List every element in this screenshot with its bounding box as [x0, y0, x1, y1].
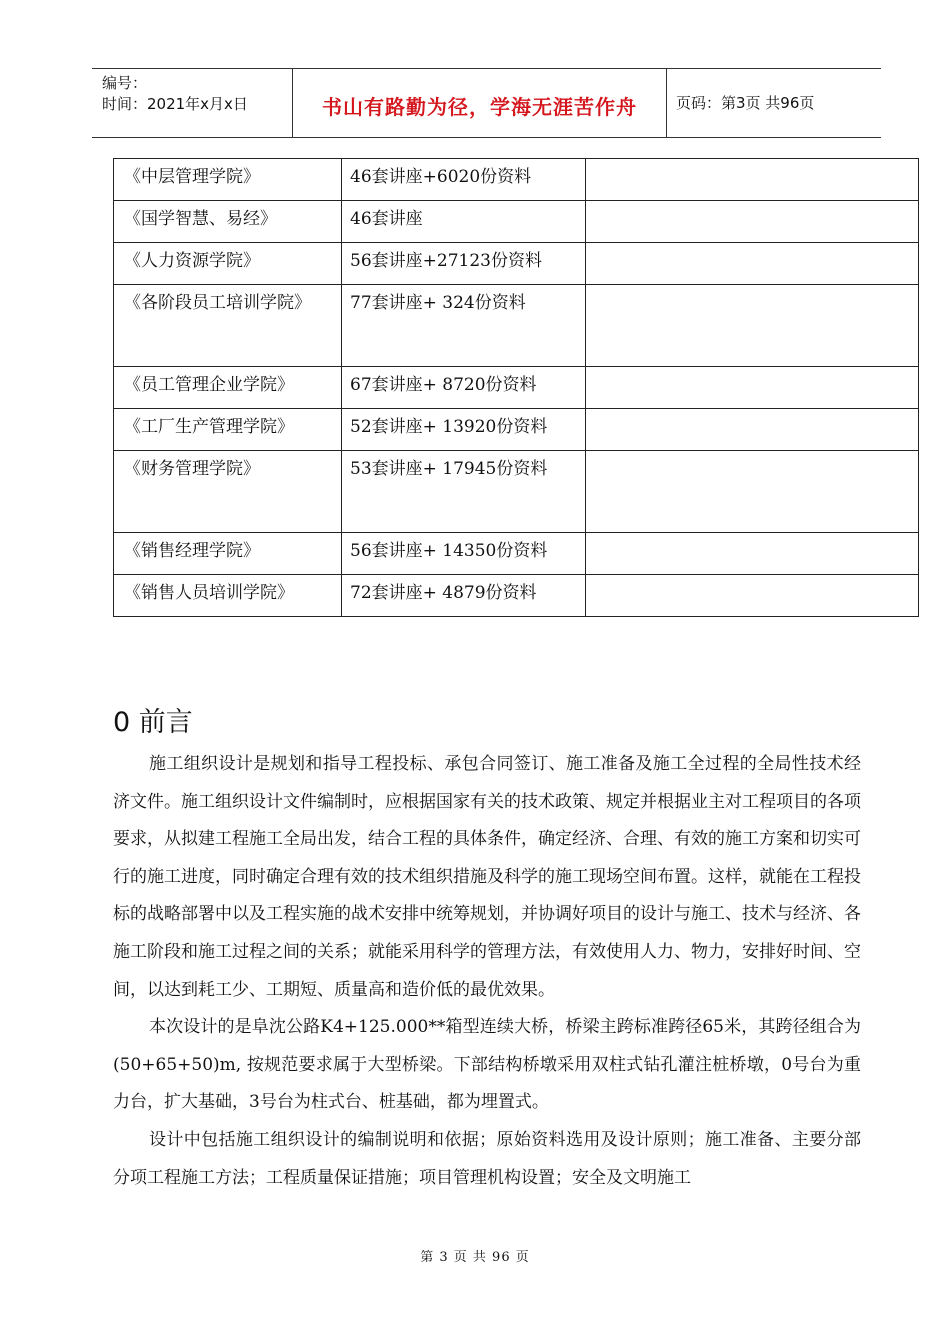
paragraph: 施工组织设计是规划和指导工程投标、承包合同签订、施工准备及施工全过程的全局性技术经济文件。施工组织设计文件编制时，应根据国家有关的技术政策、规定并根据业主对工程项目的各项要求，从拟建工程施工全局出发，结合工程的具体条件，确定经济、合理、有效的施工方案和切实可行的施工进度，同时确定合理有效的技术组织措施及科学的施工现场空间布置。这样，就能在工程投标的战略部署中以及工程实施的战术安排中统筹规划，并协调好项目的设计与施工、技术与经济、各施工阶段和施工过程之间的关系；就能采用科学的管理方法，有效使用人力、物力，安排好时间、空间，以达到耗工少、工期短、质量高和造价低的最优效果。 — [113, 754, 861, 1000]
code-label: 编号： — [102, 74, 148, 92]
table-cell-content: 46套讲座+6020份资料 — [342, 159, 586, 201]
table-cell-name: 《财务管理学院》 — [114, 451, 342, 533]
table-cell-name: 《各阶段员工培训学院》 — [114, 285, 342, 367]
table-cell-empty — [586, 451, 919, 533]
table-row — [114, 409, 919, 451]
time-label: 时间：2021年x月x日 — [102, 95, 248, 113]
table-cell-content: 67套讲座+ 8720份资料 — [342, 367, 586, 409]
table-cell-empty — [586, 243, 919, 285]
paragraph: 设计中包括施工组织设计的编制说明和依据；原始资料选用及设计原则；施工准备、主要分部分项工程施工方法；工程质量保证措施；项目管理机构设置；安全及文明施工 — [113, 1129, 861, 1188]
page-footer: 第 3 页 共 96 页 — [420, 1250, 530, 1265]
table-cell-name: 《人力资源学院》 — [114, 243, 342, 285]
table-row — [114, 159, 919, 201]
section-heading: 0 前言 — [113, 707, 193, 738]
table-cell-content: 56套讲座+27123份资料 — [342, 243, 586, 285]
header-divider — [666, 69, 667, 137]
table-cell-empty — [586, 285, 919, 367]
table-cell-content: 72套讲座+ 4879份资料 — [342, 575, 586, 617]
table-row — [114, 575, 919, 617]
header-meta — [102, 73, 292, 115]
table-cell-empty — [586, 409, 919, 451]
table-cell-content: 52套讲座+ 13920份资料 — [342, 409, 586, 451]
table-row — [114, 533, 919, 575]
table-cell-content: 56套讲座+ 14350份资料 — [342, 533, 586, 575]
table-row — [114, 243, 919, 285]
table-row — [114, 451, 919, 533]
table-cell-content: 46套讲座 — [342, 201, 586, 243]
table-cell-name: 《国学智慧、易经》 — [114, 201, 342, 243]
table-cell-name: 《工厂生产管理学院》 — [114, 409, 342, 451]
page-header — [92, 68, 881, 138]
table-cell-empty — [586, 533, 919, 575]
section-body — [113, 746, 861, 1197]
table-cell-name: 《销售经理学院》 — [114, 533, 342, 575]
table-cell-name: 《中层管理学院》 — [114, 159, 342, 201]
table-cell-content: 53套讲座+ 17945份资料 — [342, 451, 586, 533]
table-cell-name: 《销售人员培训学院》 — [114, 575, 342, 617]
header-motto: 书山有路勤为径，学海无涯苦作舟 — [322, 95, 637, 119]
table-row — [114, 367, 919, 409]
table-row — [114, 285, 919, 367]
paragraph: 本次设计的是阜沈公路K4+125.000**箱型连续大桥，桥梁主跨标准跨径65米，其跨径组合为(50+65+50)m, 按规范要求属于大型桥梁。下部结构桥墩采用双柱式钻孔灌注桩桥墩，0号台为重力台，扩大基础，3号台为柱式台、桩基础，都为埋置式。 — [113, 1017, 861, 1113]
header-page-info: 页码：第3页 共96页 — [676, 94, 815, 112]
table-cell-name: 《员工管理企业学院》 — [114, 367, 342, 409]
table-cell-empty — [586, 201, 919, 243]
table-cell-empty — [586, 159, 919, 201]
table-cell-empty — [586, 575, 919, 617]
table-cell-empty — [586, 367, 919, 409]
resource-table — [113, 158, 919, 617]
table-row — [114, 201, 919, 243]
table-cell-content: 77套讲座+ 324份资料 — [342, 285, 586, 367]
